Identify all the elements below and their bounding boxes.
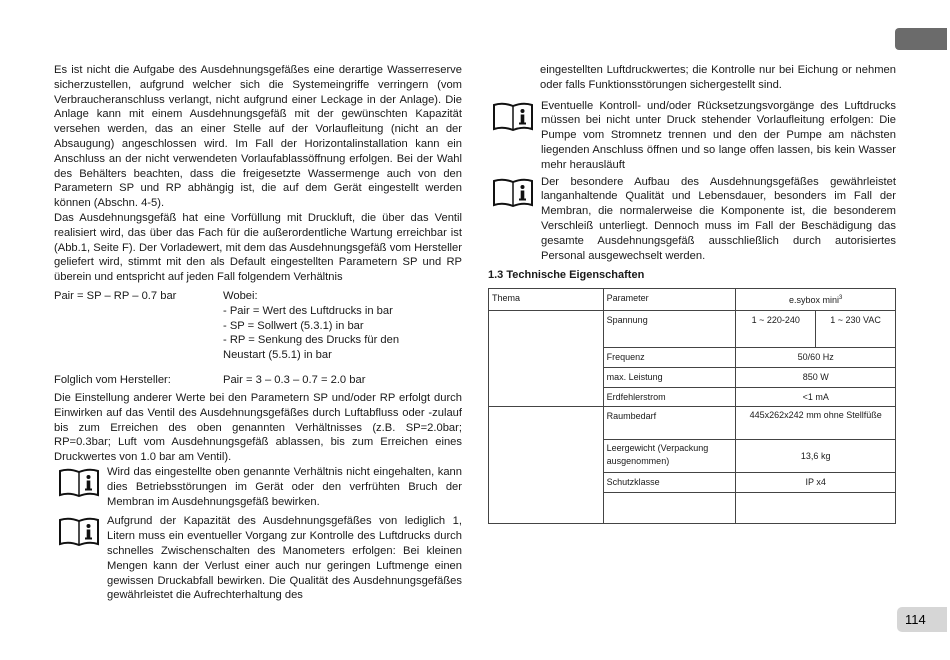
formula-legend bbox=[223, 289, 399, 363]
note-text: Aufgrund der Kapazität des Ausdehnungsgefäßes von lediglich 1, Litern muss ein eventueller Vorgang zur Kontrolle des Luftdrucks durch schnelles Zwischenschalten des Manometers erfolgen: Bei kleinen Mengen kann der Verlust einer auch nur geringen Luftmenge einen gewissen Druckabfall bewirken. Die Qualität des Ausdehnungsgefäßes gewährleistet die Aufrechterhaltung des bbox=[107, 515, 462, 602]
table-row bbox=[489, 289, 896, 311]
paragraph-prefill: Das Ausdehnungsgefäß hat eine Vorfüllung mit Druckluft, die über das Ventil realisiert wird, das über das Fach für die außerordentliche Wartung erreichbar ist (Abb.1, Seite F). Der Vorladewert, mit dem das Ausdehnungsgefäß vom Hersteller geliefert wird, stimmt mit den als Default eingestellten Parametern SP und RP überein und entspricht auf jeden Fall folgendem Verhältnis bbox=[54, 211, 462, 284]
formula-label: Pair = SP – RP – 0.7 bar bbox=[54, 289, 177, 302]
paragraph-reservoir: Es ist nicht die Aufgabe des Ausdehnungsgefäßes eine derartige Wasserreserve sicherzustellen, aufgrund welcher sich die Systemeingriffe verringern (vom Verbraucheranschluss verlangt, nicht aufgrund einer Leckage in der Anlage). Die Anlage kann mit einem Ausdehnungsgefäß mit der gewünschten Kapazität versehen werden, das an einer Stelle auf der Vorlaufleitung (nicht an der Absaugung) angeschlossen wird. Im Fall der Horizontalinstallation kann ein Anschluss an der nicht verwendeten Vorlaufablassöffnung erfolgen. Bei der Wahl des Behälters beachten, dass die freigesetzte Wassermenge auch von den Parametern SP und RP abhängig ist, die auf dem Gerät eingestellt werden können (Abschn. 4-5). bbox=[54, 64, 462, 210]
model-superscript: 3 bbox=[839, 295, 843, 302]
info-book-icon bbox=[58, 516, 100, 546]
formula-item: Neustart (5.5.1) in bar bbox=[223, 349, 332, 362]
spec-value: 1 ~ 230 VAC bbox=[816, 310, 896, 347]
spec-value: IP x4 bbox=[736, 473, 896, 493]
formula-item: - SP = Sollwert (5.3.1) in bar bbox=[223, 319, 364, 332]
factory-setting-label: Folglich vom Hersteller: bbox=[54, 373, 171, 386]
header-model bbox=[736, 289, 896, 311]
formula-item: - RP = Senkung des Drucks für den bbox=[223, 334, 400, 347]
header-parameter: Parameter bbox=[603, 289, 736, 311]
thema-cell-dimensions bbox=[489, 407, 604, 524]
spec-value: 50/60 Hz bbox=[736, 347, 896, 367]
table-row bbox=[489, 407, 896, 440]
note-text: Eventuelle Kontroll- und/oder Rücksetzungsvorgänge des Luftdrucks müssen bei nicht unter Druck stehender Vorlaufleitung erfolgen: Die Pumpe vom Stromnetz trennen und den der Pumpe am nächsten liegenden Anschluss öffnen und so lange offen lassen, bis kein Wasser mehr herausläuft bbox=[541, 99, 896, 171]
factory-setting-value: Pair = 3 – 0.3 – 0.7 = 2.0 bar bbox=[223, 373, 366, 386]
specs-table bbox=[488, 288, 896, 524]
spec-value: 850 W bbox=[736, 367, 896, 387]
thema-cell-electrical bbox=[489, 310, 604, 406]
right-column bbox=[488, 63, 896, 524]
model-name: e.sybox mini bbox=[789, 295, 840, 306]
spec-label: Erdfehlerstrom bbox=[603, 387, 736, 407]
spec-value: 445x262x242 mm ohne Stellfüße bbox=[736, 407, 896, 440]
spec-label: Spannung bbox=[603, 310, 736, 347]
formula-wobei: Wobei: bbox=[223, 289, 258, 302]
note-text: Wird das eingestellte oben genannte Verhältnis nicht eingehalten, kann dies Betriebsstörungen im Gerät oder den verfrühten Bruch der Membran im Ausdehnungsgefäß bewirken. bbox=[107, 465, 462, 508]
spec-label: Schutzklasse bbox=[603, 473, 736, 493]
info-note bbox=[54, 465, 462, 509]
chapter-tab bbox=[895, 28, 947, 50]
factory-setting bbox=[54, 373, 462, 389]
spec-label: Frequenz bbox=[603, 347, 736, 367]
info-book-icon bbox=[492, 177, 534, 207]
info-note bbox=[54, 514, 462, 603]
formula-item: - Pair = Wert des Luftdrucks in bar bbox=[223, 304, 393, 317]
spec-label: Raumbedarf bbox=[603, 407, 736, 440]
table-row bbox=[489, 310, 896, 347]
spec-value: 1 ~ 220-240 bbox=[736, 310, 816, 347]
section-title: 1.3 Technische Eigenschaften bbox=[488, 269, 645, 282]
paragraph-adjust: Die Einstellung anderer Werte bei den Parametern SP und/oder RP erfolgt durch Einwirken auf das Ventil des Ausdehnungsgefäßes durch Luftabfluss oder -zulauf bis zum Erreichen des oben genannten Verhältnisses (z.B. SP=2.0bar; RP=0.3bar; Luft vom Ausdehnungsgefäß ablassen, bis zum Erreichen eines Druckwertes von 1.0 bar am Ventil). bbox=[54, 391, 462, 464]
empty-cell bbox=[603, 493, 736, 524]
empty-cell bbox=[736, 493, 896, 524]
paragraph-continuation: eingestellten Luftdruckwertes; die Kontrolle nur bei Eichung or nehmen oder falls Funktionsstörungen sichergestellt sind. bbox=[540, 64, 896, 91]
spec-value: 13,6 kg bbox=[736, 440, 896, 473]
spec-label: Leergewicht (Verpackung ausgenommen) bbox=[603, 440, 736, 473]
pressure-formula bbox=[54, 289, 462, 361]
note-text: Der besondere Aufbau des Ausdehnungsgefäßes gewährleistet langanhaltende Qualität und Lebensdauer, besonders im Fall der Membran, die normalerweise die Komponente ist, die besonderem Verschleiß unterliegt. Dennoch muss im Fall der Beschädigung das gesamte Ausdehnungsgefäß ausschließlich durch autorisiertes Personal ausgewechselt werden. bbox=[541, 175, 896, 262]
info-book-icon bbox=[58, 467, 100, 497]
info-note bbox=[488, 99, 896, 173]
header-thema: Thema bbox=[489, 289, 604, 311]
spec-value: <1 mA bbox=[736, 387, 896, 407]
info-note bbox=[488, 175, 896, 264]
spec-label: max. Leistung bbox=[603, 367, 736, 387]
info-book-icon bbox=[492, 101, 534, 131]
left-column bbox=[54, 63, 462, 603]
page-number: 114 bbox=[897, 607, 947, 632]
